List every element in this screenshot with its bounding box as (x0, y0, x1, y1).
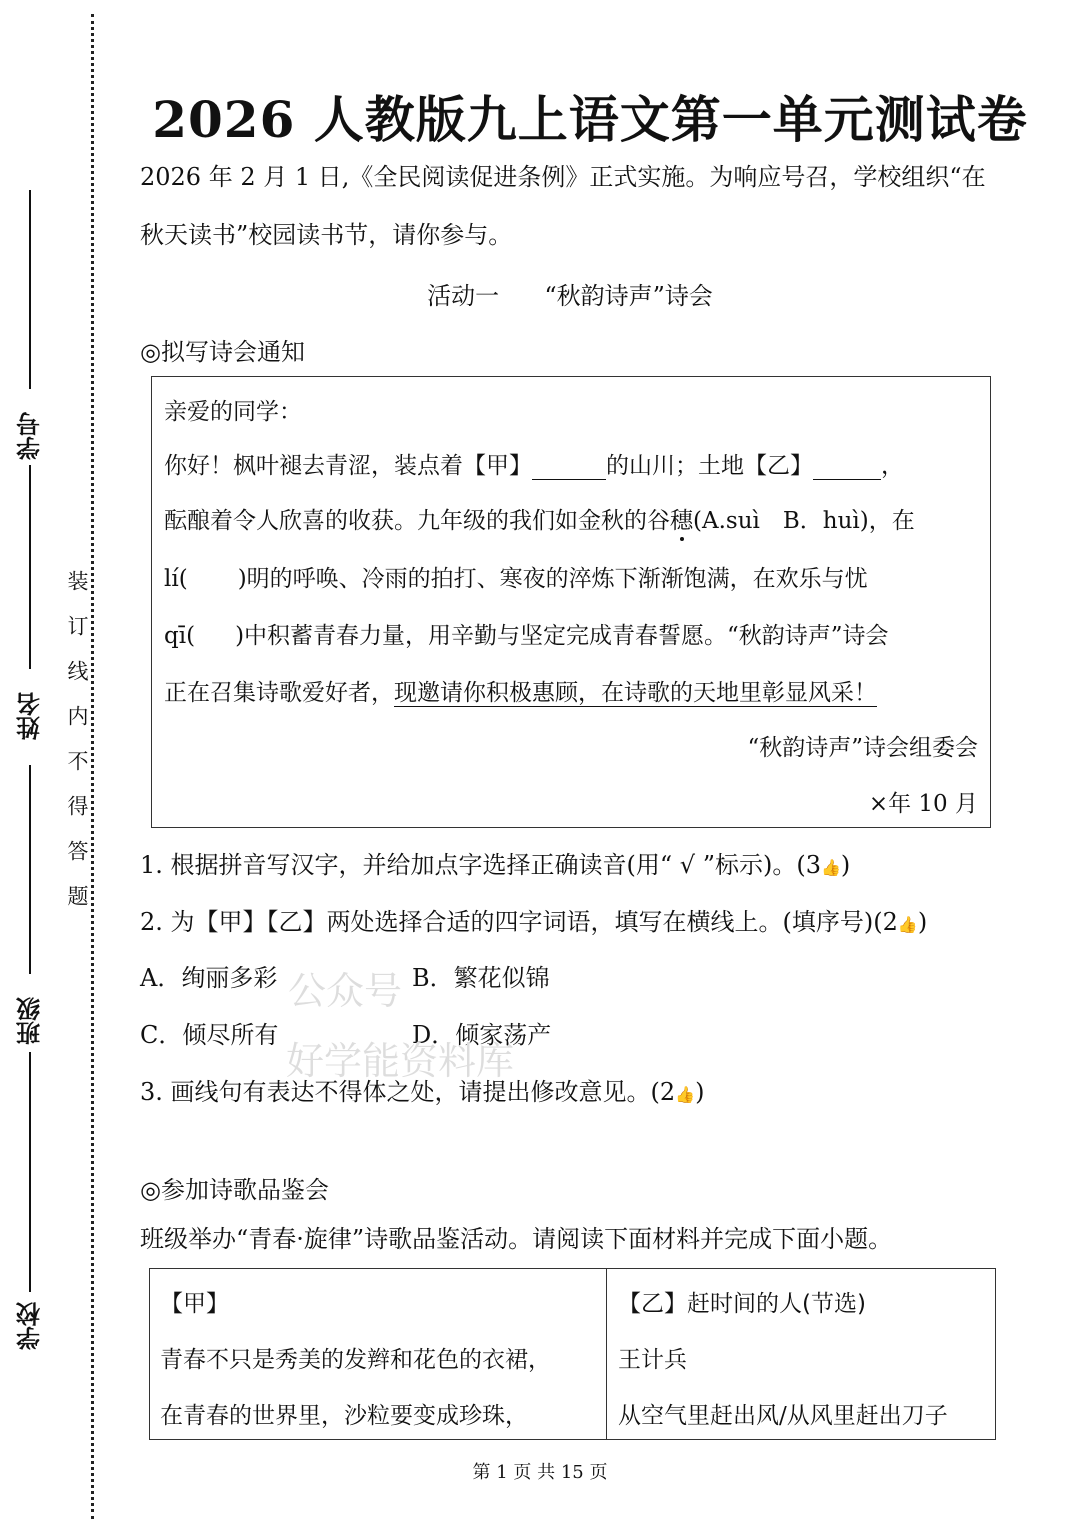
notice-line-6: 正在召集诗歌爱好者，现邀请你积极惠顾，在诗歌的天地里彰显风采！ (164, 680, 877, 706)
student-id-label: 学号 (16, 412, 45, 460)
name-field (10, 680, 50, 740)
notice-date: ×年 10 月 (868, 791, 978, 817)
name-label: 姓名 (16, 692, 45, 740)
student-id-blank[interactable] (10, 190, 50, 395)
blank-yi[interactable] (813, 453, 881, 480)
watermark-line-2: 好学能资料库 (286, 1039, 515, 1083)
notice-box (151, 376, 991, 828)
section-heading-poetry: ◎参加诗歌品鉴会 (140, 1176, 329, 1204)
poem-yi-line-1: 从空气里赶出风/从风里赶出刀子 (618, 1403, 948, 1429)
blank-jia[interactable] (532, 453, 606, 480)
watermark-line-1: 公众号 (288, 969, 403, 1013)
activity-heading (120, 276, 1020, 311)
question-3: 3. 画线句有表达不得体之处，请提出修改意见。(2👍) (140, 1078, 705, 1106)
school-blank[interactable] (10, 1048, 50, 1298)
poem-jia-line-2: 在青春的世界里，沙粒要变成珍珠， (160, 1403, 528, 1429)
notice-line-5: qī( )中积蓄青春力量，用辛勤与坚定完成青春誓愿。“秋韵诗声”诗会 (164, 623, 889, 649)
option-d[interactable]: D．倾家荡产 (412, 1021, 552, 1049)
intro-line-2: 秋天读书”校园读书节，请你参与。 (140, 221, 513, 249)
poem-table (149, 1268, 996, 1440)
section-heading-notice: ◎拟写诗会通知 (140, 338, 305, 366)
class-field (10, 985, 50, 1045)
school-label: 学校 (16, 1302, 45, 1350)
poem-table-divider (606, 1269, 607, 1439)
option-b[interactable]: B．繁花似锦 (412, 964, 550, 992)
notice-salutation: 亲爱的同学： (164, 399, 302, 425)
notice-line-3: 酝酿着令人欣喜的收获。九年级的我们如金秋的谷穗(A.suì B．huì)，在 (164, 508, 915, 534)
school-field (10, 1290, 50, 1350)
option-a[interactable]: A．绚丽多彩 (140, 964, 278, 992)
student-id-field (10, 400, 50, 460)
notice-line-2: 你好！枫叶褪去青涩，装点着【甲】 的山川；土地【乙】 ， (164, 453, 904, 479)
class-blank[interactable] (10, 765, 50, 980)
poem-yi-author: 王计兵 (618, 1347, 687, 1373)
activity-title: “秋韵诗声”诗会 (544, 282, 713, 310)
thumbs-up-icon: 👍 (820, 858, 841, 877)
option-c[interactable]: C．倾尽所有 (140, 1021, 279, 1049)
binding-warning: 装订线内不得答题 (65, 570, 89, 930)
question-1: 1. 根据拼音写汉字，并给加点字选择正确读音(用“ √ ”标示)。(3👍) (140, 851, 851, 879)
intro-paragraph (140, 148, 1010, 264)
page-title: 2026 人教版九上语文第一单元测试卷 (152, 90, 1028, 149)
class-label: 班级 (16, 997, 45, 1045)
name-blank[interactable] (10, 465, 50, 675)
poem-yi-label: 【乙】赶时间的人(节选) (618, 1291, 866, 1317)
notice-signature: “秋韵诗声”诗会组委会 (747, 735, 978, 761)
poem-jia-label: 【甲】 (160, 1291, 229, 1317)
notice-line-4: lí( )明的呼唤、冷雨的拍打、寒夜的淬炼下渐渐饱满，在欢乐与忧 (164, 566, 868, 592)
thumbs-up-icon: 👍 (897, 915, 918, 934)
intro-line-1: 2026 年 2 月 1 日,《全民阅读促进条例》正式实施。为响应号召，学校组织“在 (140, 163, 986, 191)
thumbs-up-icon: 👍 (675, 1085, 696, 1104)
section2-intro: 班级举办“青春·旋律”诗歌品鉴活动。请阅读下面材料并完成下面小题。 (140, 1225, 893, 1253)
question-2: 2. 为【甲】【乙】两处选择合适的四字词语，填写在横线上。(填序号)(2👍) (140, 908, 928, 936)
page-footer: 第 1 页 共 15 页 (472, 1462, 608, 1483)
poem-jia-line-1: 青春不只是秀美的发辫和花色的衣裙， (160, 1347, 551, 1373)
underlined-sentence: 现邀请你积极惠顾，在诗歌的天地里彰显风采！ (394, 680, 877, 706)
dotted-character: 穗 (670, 508, 693, 534)
activity-name: 活动一 (427, 282, 500, 310)
